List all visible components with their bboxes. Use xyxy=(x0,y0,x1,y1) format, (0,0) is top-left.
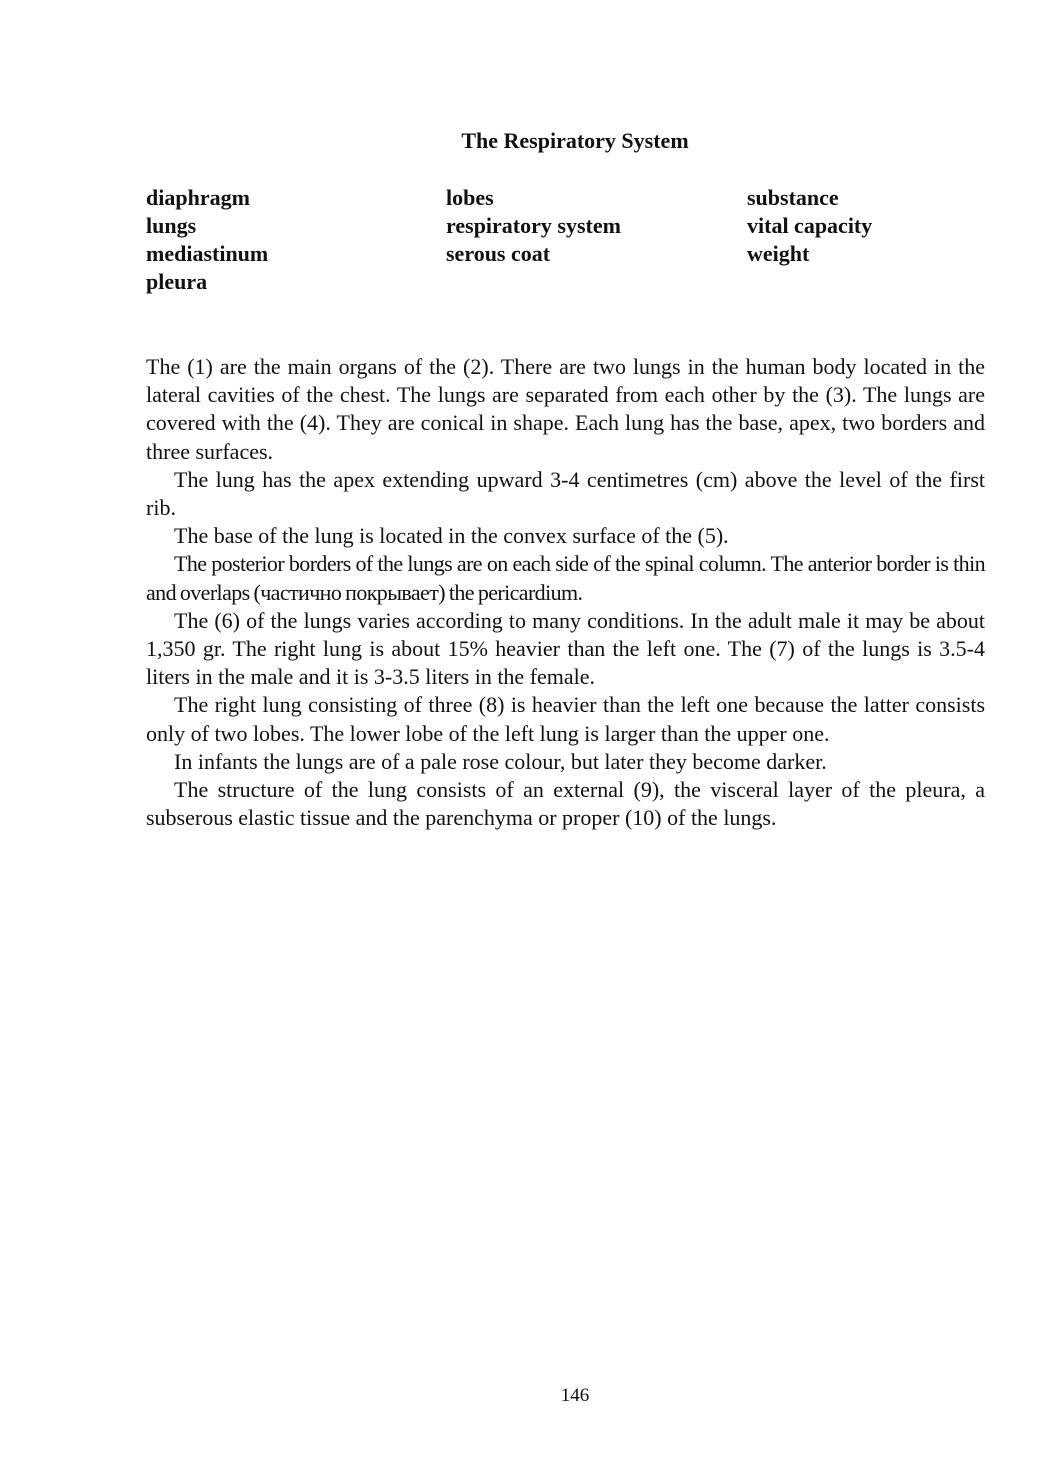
paragraph: The structure of the lung consists of an external (9), the visceral layer of the pleura, a subserous elastic tissue and the parenchyma or proper (10) of the lungs. xyxy=(146,777,985,831)
word-bank-term: respiratory system xyxy=(446,213,621,238)
word-bank-term: lobes xyxy=(446,185,494,210)
paragraph: The base of the lung is located in the convex surface of the (5). xyxy=(174,523,729,549)
page-number: 146 xyxy=(560,1385,590,1406)
page-title: The Respiratory System xyxy=(461,128,689,153)
word-bank-term: vital capacity xyxy=(747,213,873,238)
paragraph: The (1) are the main organs of the (2). There are two lungs in the human body located in the lateral cavities of the chest. The lungs are separated from each other by the (3). The lungs are covered with the (4). They are conical in shape. Each lung has the base, apex, two borders and three surfaces. xyxy=(146,354,985,464)
paragraph: The posterior borders of the lungs are on each side of the spinal column. The anterior border is thin and overlaps (частично покрывает) the pericardium. xyxy=(146,551,985,605)
paragraph: The lung has the apex extending upward 3-4 centimetres (cm) above the level of the first rib. xyxy=(146,466,985,521)
word-bank-term: diaphragm xyxy=(146,185,250,210)
paragraph: The right lung consisting of three (8) is heavier than the left one because the latter consists only of two lobes. The lower lobe of the left lung is larger than the upper one. xyxy=(146,692,985,746)
paragraph: The (6) of the lungs varies according to many conditions. In the adult male it may be about 1,350 gr. The right lung is about 15% heavier than the left one. The (7) of the lungs is 3.5-4 liters in the male and it is 3-3.5 liters in the female. xyxy=(146,607,985,690)
word-bank-column-3 xyxy=(747,184,872,268)
word-bank-column-1 xyxy=(146,184,268,296)
word-bank-term: weight xyxy=(747,241,810,266)
word-bank-column-2 xyxy=(446,184,621,268)
paragraph: In infants the lungs are of a pale rose colour, but later they become darker. xyxy=(174,748,827,774)
word-bank-term: pleura xyxy=(146,269,208,294)
word-bank-term: substance xyxy=(747,185,839,210)
word-bank-term: lungs xyxy=(146,213,197,238)
word-bank-term: mediastinum xyxy=(146,241,269,266)
word-bank-term: serous coat xyxy=(446,241,551,266)
body-text xyxy=(146,353,985,832)
